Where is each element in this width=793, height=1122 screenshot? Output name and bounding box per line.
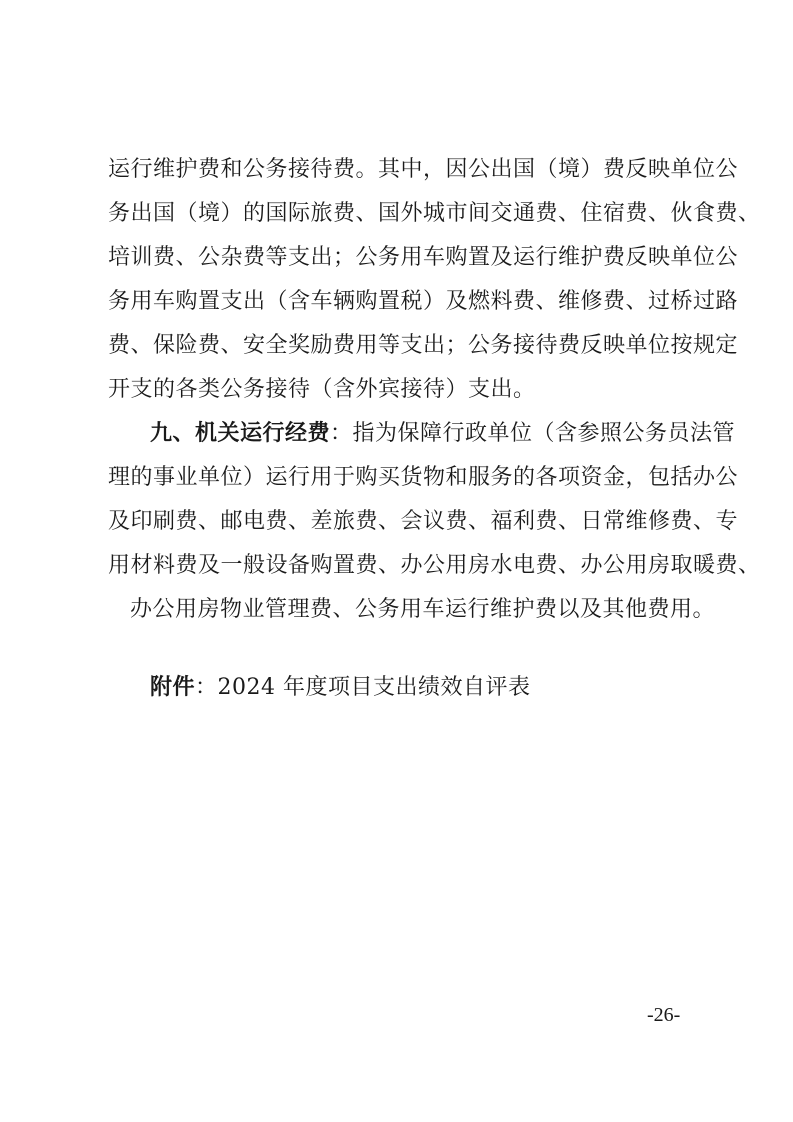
attachment-line [150, 673, 531, 703]
section-heading: 九、机关运行经费 [150, 421, 331, 446]
text-line: 培训费、公杂费等支出；公务用车购置及运行维护费反映单位公 [108, 245, 739, 270]
text-line: 务出国（境）的国际旅费、国外城市间交通费、住宿费、伙食费、 [108, 201, 761, 226]
text-line: 务用车购置支出（含车辆购置税）及燃料费、维修费、过桥过路 [108, 289, 739, 314]
section-text: ：指为保障行政单位（含参照公务员法管 [330, 421, 736, 446]
text-line: 费、保险费、安全奖励费用等支出；公务接待费反映单位按规定 [108, 333, 739, 358]
page-number: -26- [647, 1004, 681, 1026]
text-line: 开支的各类公务接待（含外宾接待）支出。 [108, 377, 536, 402]
text-line: 理的事业单位）运行用于购买货物和服务的各项资金，包括办公 [108, 465, 739, 490]
attachment-text: ：2024 年度项目支出绩效自评表 [195, 675, 531, 700]
text-line: 及印刷费、邮电费、差旅费、会议费、福利费、日常维修费、专 [108, 509, 739, 534]
text-line: 运行维护费和公务接待费。其中，因公出国（境）费反映单位公 [108, 157, 739, 182]
attachment-label: 附件 [150, 675, 196, 700]
text-line: 用材料费及一般设备购置费、办公用房水电费、办公用房取暖费、 [108, 553, 761, 578]
text-line: 办公用房物业管理费、公务用车运行维护费以及其他费用。 [130, 597, 716, 622]
text-line [150, 419, 735, 449]
